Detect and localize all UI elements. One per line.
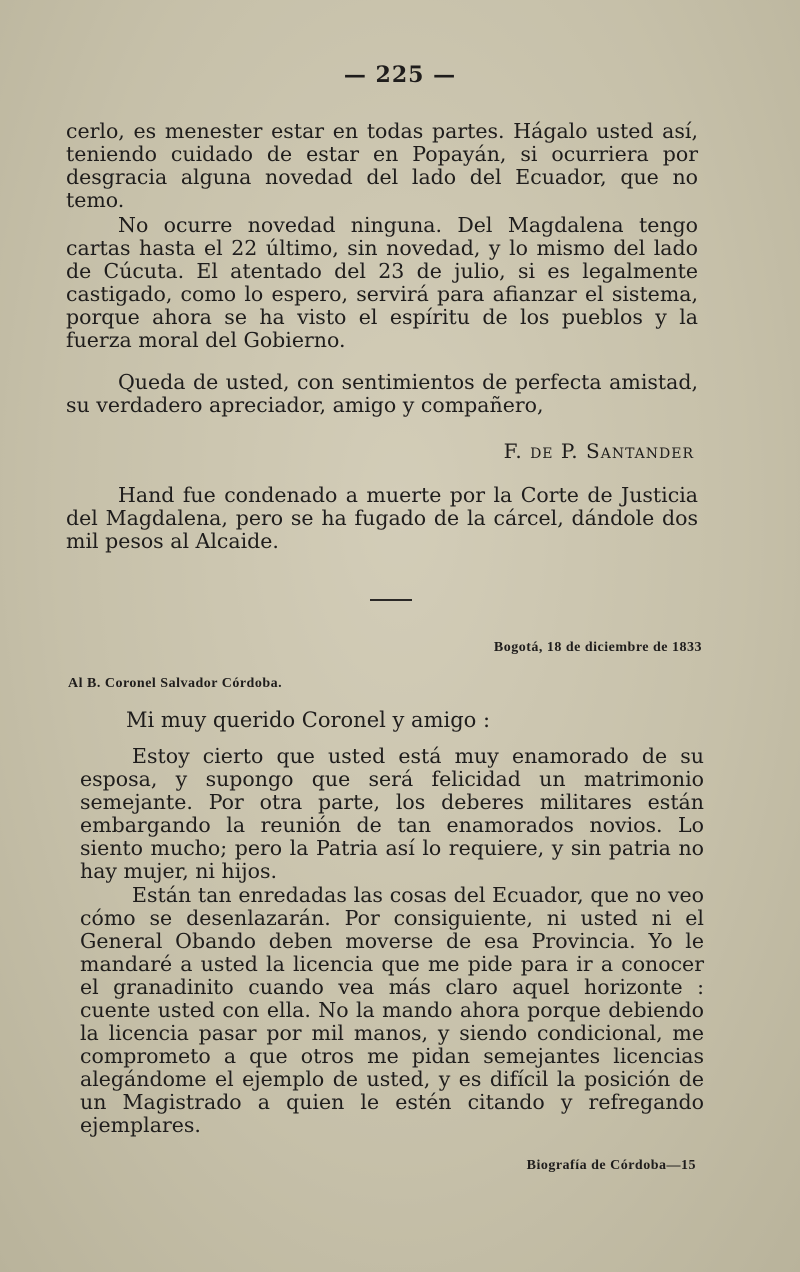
letter1-closing-text: Queda de usted, con sentimientos de perfecta amistad, su verdadero apreciador, amigo y compañero, [66, 370, 698, 417]
letter2-addressee: Al B. Coronel Salvador Córdoba. [68, 676, 283, 691]
signature-name: Santander [586, 439, 694, 463]
signature-initial: F. de P. [503, 439, 579, 463]
letter1-closing [66, 371, 698, 417]
note-text: Hand fue condenado a muerte por la Corte de Justicia del Magdalena, pero se ha fugado de la cárcel, dándole dos mil pesos al Alcaide. [66, 483, 698, 553]
section-separator [370, 599, 412, 601]
letter1-paragraph-2 [66, 214, 698, 352]
note-paragraph [66, 484, 698, 553]
letter2-paragraph-2-text: Están tan enredadas las cosas del Ecuador, que no veo cómo se desenlazarán. Por consiguiente, ni usted ni el General Obando deben moverse de esa Provincia. Yo le mandaré a usted la licencia que me pide para ir a conocer el granadinito cuando vea más claro aquel horizonte : cuente usted con ella. No la mando ahora porque debiendo la licencia pasar por mil manos, y siendo condicional, me comprometo a que otros me pidan semejantes licencias alegándome el ejemplo de usted, y es difícil la posición de un Magistrado a quien le estén citando y refregando ejemplares. [80, 883, 704, 1137]
letter2-greeting: Mi muy querido Coronel y amigo : [126, 708, 491, 732]
letter1-paragraph-1 [66, 120, 698, 212]
printer-signature-mark: Biografía de Córdoba—15 [526, 1158, 696, 1173]
letter2-paragraph-1 [80, 745, 704, 883]
letter2-paragraph-2 [80, 884, 704, 1137]
letter1-signature [504, 439, 694, 463]
letter1-paragraph-2-text: No ocurre novedad ninguna. Del Magdalena tengo cartas hasta el 22 último, sin novedad, y lo mismo del lado de Cúcuta. El atentado del 23 de julio, si es legalmente castigado, como lo espero, servirá para afianzar el sistema, porque ahora se ha visto el espíritu de los pueblos y la fuerza moral del Gobierno. [66, 213, 698, 352]
letter2-dateline: Bogotá, 18 de diciembre de 1833 [493, 640, 702, 655]
letter2-paragraph-1-text: Estoy cierto que usted está muy enamorado de su esposa, y supongo que será felicidad un matrimonio semejante. Por otra parte, los deberes militares están embargando la reunión de tan enamorados novios. Lo siento mucho; pero la Patria así lo requiere, y sin patria no hay mujer, ni hijos. [80, 744, 704, 883]
letter1-paragraph-1-text: cerlo, es menester estar en todas partes. Hágalo usted así, teniendo cuidado de estar en Popayán, si ocurriera por desgracia alguna novedad del lado del Ecuador, que no temo. [66, 119, 698, 212]
page-number: — 225 — [343, 62, 457, 88]
